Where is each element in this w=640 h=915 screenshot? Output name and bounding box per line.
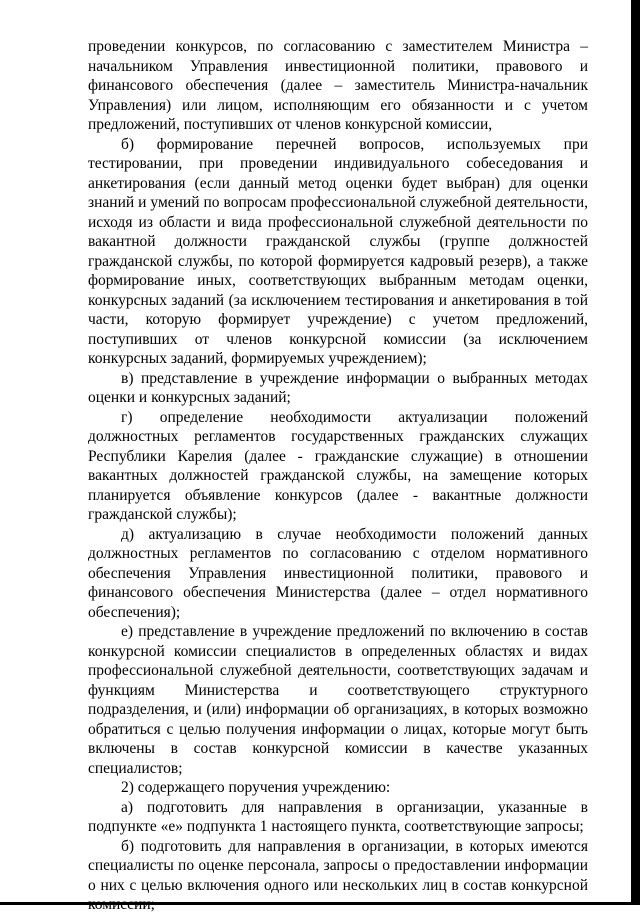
paragraph-item-b: б) формирование перечней вопросов, используемых при тестировании, при проведении индивидуального собеседования и анкетирования (если данный метод оценки будет выбран) для оценки знаний и умений по вопросам профессиональной служебной деятельности, исходя из области и вида профессиональной служебной деятельности по вакантной должности гражданской службы (группе должностей гражданской службы, по которой формируется кадровый резерв), а также формирование иных, соответствующих выбранным методам оценки, конкурсных заданий (за исключением тестирования и анкетирования в той части, которую формирует учреждение) с учетом предложений, поступивших от членов конкурсной комиссии (за исключением конкурсных заданий, формируемых учреждением); xyxy=(88,135,588,367)
document-body xyxy=(88,37,588,915)
paragraph-point-2: 2) содержащего поручения учреждению: xyxy=(121,779,391,796)
paragraph-item-e: е) представление в учреждение предложений по включению в состав конкурсной комиссии специалистов в определенных областях и видах профессиональной служебной деятельности, соответствующих задачам и функциям Министерства и соответствующего структурного подразделения, и (или) информации об организациях, в которых возможно обратиться с целью получения информации о лицах, которые могут быть включены в состав конкурсной комиссии в качестве указанных специалистов; xyxy=(88,623,588,777)
paragraph-item-v: в) представление в учреждение информации о выбранных методах оценки и конкурсных заданий; xyxy=(88,369,588,406)
page-edge-right xyxy=(631,0,640,905)
paragraph-subitem-b: б) подготовить для направления в организации, в которых имеются специалисты по оценке персонала, запросы о предоставлении информации о них с целью включения одного или нескольких лиц в состав конкурсной комиссии; xyxy=(88,837,588,913)
paragraph-continuation: проведении конкурсов, по согласованию с заместителем Министра – начальником Управления инвестиционной политики, правового и финансового обеспечения (далее – заместитель Министра-начальник Управления) или лицом, исполняющим его обязанности и с учетом предложений, поступивших от членов конкурсной комиссии, xyxy=(88,38,588,133)
paragraph-subitem-a: а) подготовить для направления в организации, указанные в подпункте «е» подпункта 1 настоящего пункта, соответствующие запросы; xyxy=(88,798,588,835)
paragraph-item-d: д) актуализацию в случае необходимости положений данных должностных регламентов по согласованию с отделом нормативного обеспечения Управления инвестиционной политики, правового и финансового обеспечения Министерства (далее – отдел нормативного обеспечения); xyxy=(88,525,588,621)
paragraph-item-g: г) определение необходимости актуализации положений должностных регламентов государственных гражданских служащих Республики Карелия (далее - гражданские служащие) в отношении вакантных должностей гражданской службы, на замещение которых планируется объявление конкурсов (далее - вакантные должности гражданской службы); xyxy=(88,408,588,523)
